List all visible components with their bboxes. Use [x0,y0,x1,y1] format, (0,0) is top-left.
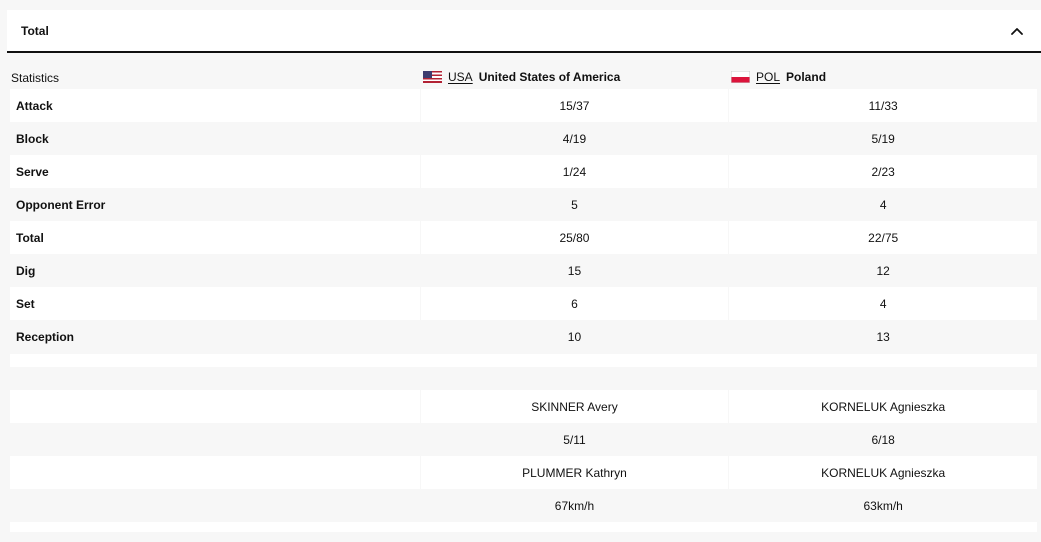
stat-label: Attack [10,89,420,122]
team2-value: KORNELUK Agnieszka [729,390,1037,423]
team2-value: 2/23 [729,155,1037,188]
table-row [10,221,1037,254]
leader-label [10,489,420,522]
team1-value: 10 [421,320,729,353]
table-row [10,456,1037,489]
stat-label: Dig [10,254,420,287]
table-row [10,489,1037,522]
leaders-table [10,390,1037,532]
stat-label: Opponent Error [10,188,420,221]
team2-value: 22/75 [729,221,1037,254]
us-flag-icon [423,71,442,83]
team2-value: 4 [729,188,1037,221]
team2-value: KORNELUK Agnieszka [729,456,1037,489]
stat-label: Set [10,287,420,320]
chevron-up-icon[interactable] [1010,24,1024,36]
team1-value: 5 [421,188,729,221]
divider [10,522,1037,532]
team-code[interactable]: USA [448,70,473,84]
stat-label: Block [10,122,420,155]
leader-label [10,390,420,423]
team1-value: 5/11 [421,423,729,456]
team1-value: 25/80 [421,221,729,254]
table-row [10,122,1037,155]
team2-value: 6/18 [729,423,1037,456]
statistics-header-label: Statistics [11,71,60,85]
table-row [10,254,1037,287]
table-row [10,320,1037,353]
statistics-table [10,66,1037,353]
section-title: Total [21,24,49,38]
table-row [10,287,1037,320]
table-row [10,188,1037,221]
divider [10,354,1037,367]
team1-value: PLUMMER Kathryn [421,456,729,489]
team2-value: 13 [729,320,1037,353]
team2-value: 4 [729,287,1037,320]
total-section-header[interactable] [7,10,1041,53]
stat-label: Reception [10,320,420,353]
team1-value: 1/24 [421,155,729,188]
leader-label [10,423,420,456]
team1-value: 67km/h [421,489,729,522]
team2-value: 63km/h [729,489,1037,522]
team-header-usa [423,70,620,84]
team1-value: SKINNER Avery [421,390,729,423]
table-row [10,390,1037,423]
team-code[interactable]: POL [756,70,781,84]
stat-label: Serve [10,155,420,188]
table-header-row [10,66,1037,89]
team1-value: 4/19 [421,122,729,155]
table-row [10,423,1037,456]
team1-value: 6 [421,287,729,320]
team2-value: 5/19 [729,122,1037,155]
team1-value: 15/37 [421,89,729,122]
stat-label: Total [10,221,420,254]
leader-label [10,456,420,489]
team1-value: 15 [421,254,729,287]
team2-value: 11/33 [729,89,1037,122]
team-header-pol [731,70,826,84]
team2-value: 12 [729,254,1037,287]
team-name: United States of America [478,70,621,84]
table-row [10,89,1037,122]
table-row [10,155,1037,188]
poland-flag-icon [731,71,750,83]
team-name: Poland [786,70,827,84]
